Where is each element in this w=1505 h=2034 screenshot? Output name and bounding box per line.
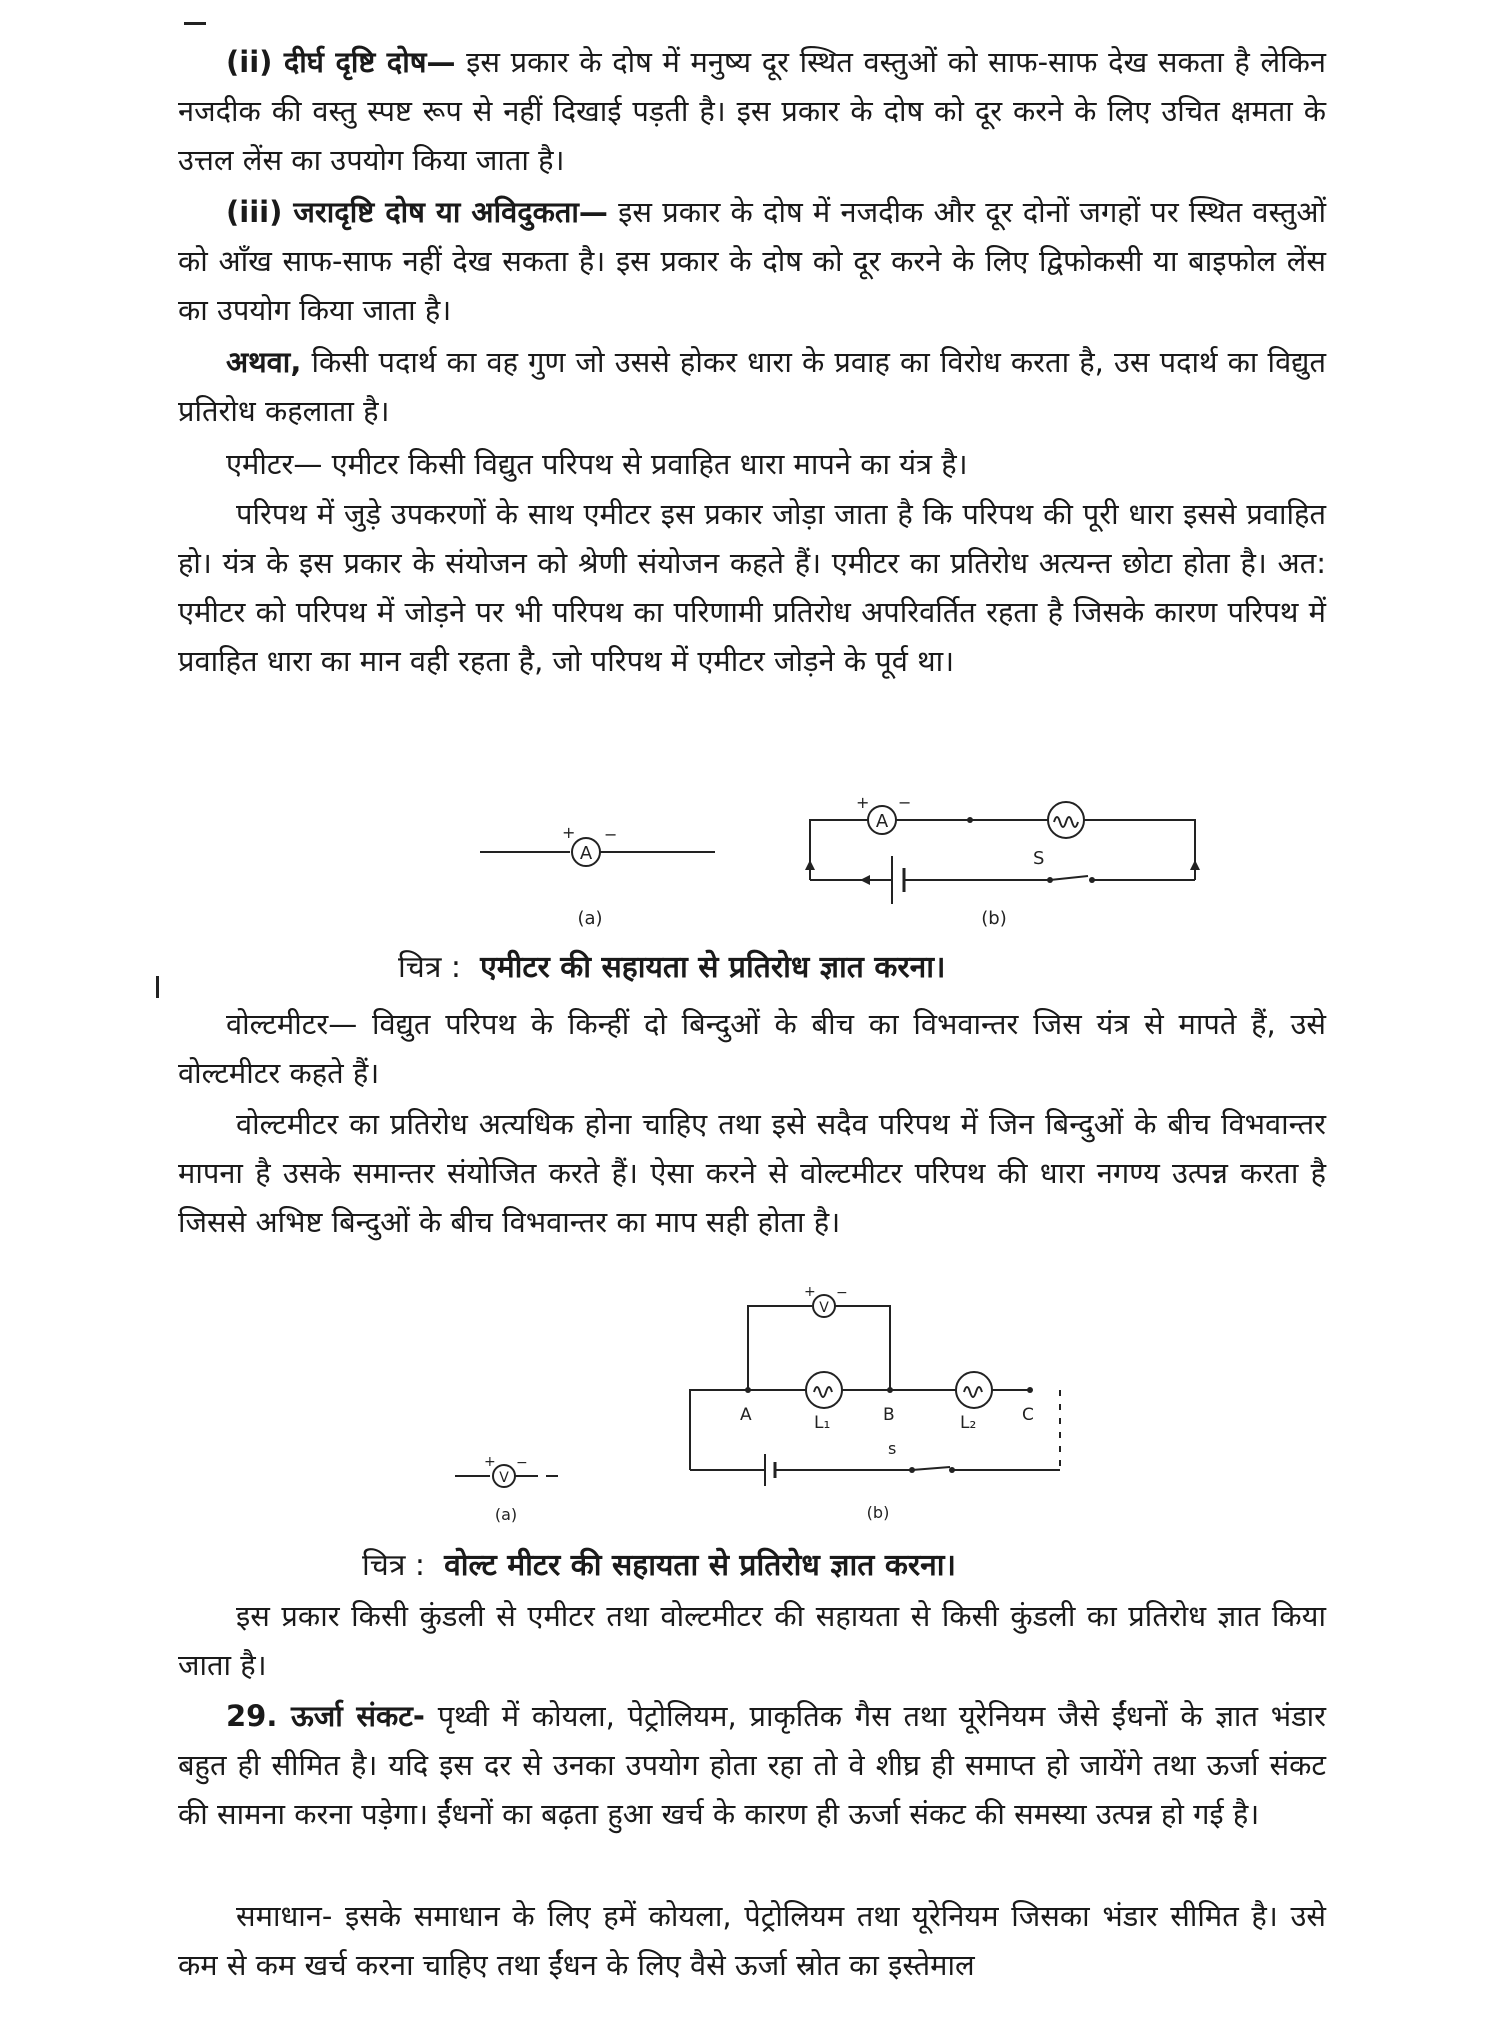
minus-sign: −	[604, 825, 618, 844]
label-a: (a)	[494, 1505, 518, 1524]
paragraph-ammeter-definition: एमीटर— एमीटर किसी विद्युत परिपथ से प्रवाहित धारा मापने का यंत्र है।	[226, 447, 968, 481]
ammeter-figure-caption	[398, 948, 945, 988]
paragraph-text: किसी पदार्थ का वह गुण जो उससे होकर धारा के प्रवाह का विरोध करता है, उस पदार्थ का विद्युत प्रतिरोध कहलाता है।	[178, 345, 1326, 428]
paragraph-voltmeter-definition: वोल्टमीटर— विद्युत परिपथ के किन्हीं दो बिन्दुओं के बीच का विभवान्तर जिस यंत्र से मापते हैं, उसे वोल्टमीटर कहते हैं।	[178, 1007, 1326, 1090]
voltmeter-figure	[440, 1270, 1080, 1540]
plus-sign: +	[562, 823, 576, 842]
ammeter-diagram-a	[480, 823, 715, 929]
paragraph-energy-crisis	[178, 1692, 1326, 1839]
point-a-label: A	[740, 1405, 752, 1425]
paragraph-presbyopia	[178, 188, 1326, 335]
lamp-l1-label: L₁	[814, 1413, 831, 1433]
point-c-label: C	[1022, 1405, 1034, 1425]
voltmeter-letter: V	[819, 1300, 829, 1316]
voltmeter-diagram-a	[455, 1454, 558, 1524]
ammeter-letter: A	[579, 843, 593, 864]
plus-sign: +	[484, 1454, 496, 1470]
paragraph-resistance-method: इस प्रकार किसी कुंडली से एमीटर तथा वोल्टमीटर की सहायता से किसी कुंडली का प्रतिरोध ज्ञात किया जाता है।	[178, 1599, 1326, 1682]
voltmeter-figure-caption	[362, 1546, 956, 1586]
switch-label: s	[888, 1439, 897, 1458]
label-b: (b)	[981, 908, 1007, 929]
ammeter-figure	[470, 780, 1230, 940]
lamp-l1	[806, 1372, 842, 1408]
caption-text: वोल्ट मीटर की सहायता से प्रतिरोध ज्ञात करना।	[444, 1548, 956, 1583]
paragraph-text: इस प्रकार के दोष में नजदीक और दूर दोनों जगहों पर स्थित वस्तुओं को आँख साफ-साफ नहीं देख सकता है। इस प्रकार के दोष को दूर करने के लिए द्विफोकसी या बाइफोल लेंस का उपयोग किया जाता है।	[178, 195, 1326, 327]
paragraph-text: इस प्रकार के दोष में मनुष्य दूर स्थित वस्तुओं को साफ-साफ देख सकता है लेकिन नजदीक की वस्तु स्पष्ट रूप से नहीं दिखाई पड़ती है। इस प्रकार के दोष को दूर करने के लिए उचित क्षमता के उत्तल लेंस का उपयोग किया जाता है।	[178, 45, 1326, 177]
paragraph-solution: समाधान- इसके समाधान के लिए हमें कोयला, पेट्रोलियम तथा यूरेनियम जिसका भंडार सीमित है। उसे कम से कम खर्च करना चाहिए तथा ईंधन के लिए वैसे ऊर्जा स्रोत का इस्तेमाल	[178, 1899, 1326, 1982]
paragraph-label: अथवा,	[226, 345, 302, 379]
paragraph-voltmeter-connection: वोल्टमीटर का प्रतिरोध अत्यधिक होना चाहिए तथा इसे सदैव परिपथ में जिन बिन्दुओं के बीच विभवान्तर मापना है उसके समान्तर संयोजित करते हैं। ऐसा करने से वोल्टमीटर परिपथ की धारा नगण्य उत्पन्न करता है जिससे अभिष्ट बिन्दुओं के बीच विभवान्तर का माप सही होता है।	[178, 1107, 1326, 1239]
scan-margin-mark	[156, 976, 159, 998]
caption-prefix: चित्र :	[362, 1548, 426, 1583]
paragraph-label: 29. ऊर्जा संकट-	[226, 1699, 425, 1733]
paragraph-label: (ii) दीर्घ दृष्टि दोष—	[226, 45, 456, 79]
switch-key	[912, 1467, 950, 1470]
minus-sign: −	[898, 793, 912, 812]
plus-sign: +	[856, 793, 870, 812]
lamp-l2-label: L₂	[960, 1413, 977, 1433]
paragraph-long-sightedness	[178, 38, 1326, 185]
label-a: (a)	[577, 908, 603, 929]
caption-text: एमीटर की सहायता से प्रतिरोध ज्ञात करना।	[480, 950, 946, 985]
minus-sign: −	[516, 1455, 528, 1471]
voltmeter-circuit-b	[690, 1284, 1060, 1522]
ammeter-letter: A	[875, 811, 889, 832]
plus-sign: +	[804, 1284, 816, 1300]
paragraph-text: पृथ्वी में कोयला, पेट्रोलियम, प्राकृतिक गैस तथा यूरेनियम जैसे ईंधनों के ज्ञात भंडार बहुत ही सीमित है। यदि इस दर से उनका उपयोग होता रहा तो वे शीघ्र ही समाप्त हो जायेंगे तथा ऊर्जा संकट की सामना करना पड़ेगा। ईंधनों का बढ़ता हुआ खर्च के कारण ही ऊर्जा संकट की समस्या उत्पन्न हो गई है।	[178, 1699, 1327, 1831]
label-b: (b)	[866, 1503, 890, 1522]
scan-dash-mark	[184, 22, 206, 25]
switch-key	[1050, 876, 1088, 880]
switch-label: S	[1033, 848, 1045, 869]
point-b-label: B	[883, 1405, 895, 1425]
paragraph-ammeter-connection: परिपथ में जुड़े उपकरणों के साथ एमीटर इस प्रकार जोड़ा जाता है कि परिपथ की पूरी धारा इससे प्रवाहित हो। यंत्र के इस प्रकार के संयोजन को श्रेणी संयोजन कहते हैं। एमीटर का प्रतिरोध अत्यन्त छोटा होता है। अत: एमीटर को परिपथ में जोड़ने पर भी परिपथ का परिणामी प्रतिरोध अपरिवर्तित रहता है जिसके कारण परिपथ में प्रवाहित धारा का मान वही रहता है, जो परिपथ में एमीटर जोड़ने के पूर्व था।	[178, 497, 1326, 678]
caption-prefix: चित्र :	[398, 950, 462, 985]
minus-sign: −	[836, 1285, 848, 1301]
voltmeter-letter: V	[499, 1470, 509, 1486]
paragraph-label: (iii) जरादृष्टि दोष या अविदुकता—	[226, 195, 608, 229]
paragraph-resistance-definition	[178, 338, 1326, 436]
ammeter-circuit-b	[805, 793, 1200, 929]
lamp-l2	[956, 1372, 992, 1408]
